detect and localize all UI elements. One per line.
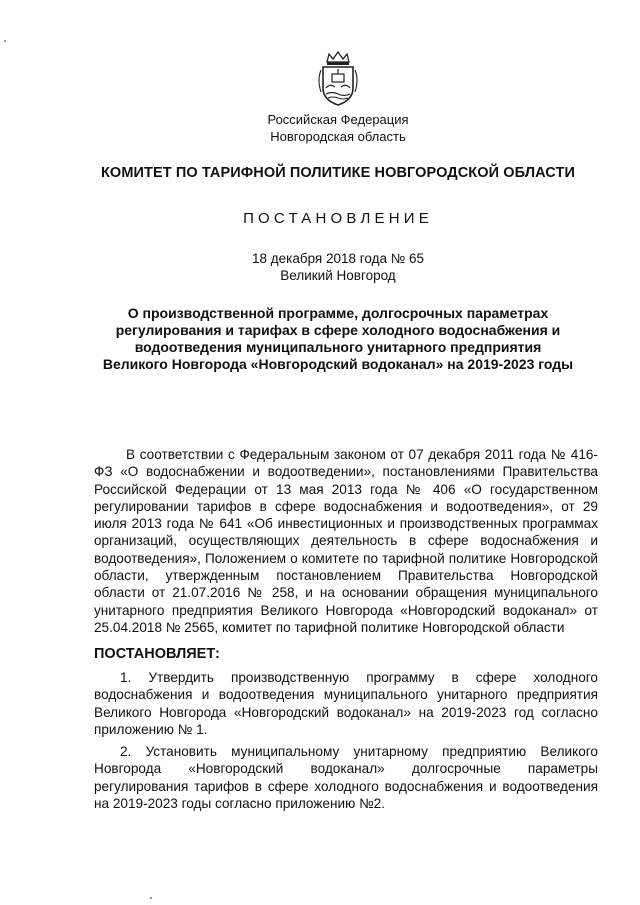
coat-of-arms-icon: [315, 50, 361, 108]
item-1-paragraph: 1. Утвердить производственную программу в сфере холодного водоснабжения и водоотведения муниципального унитарного предприятия Великого Новгорода «Новгородский водоканал» на 2019-2023 год согласно приложению № 1.: [94, 670, 598, 737]
region-name: Новгородская область: [270, 129, 406, 144]
resolves-heading: ПОСТАНОВЛЯЕТ:: [94, 646, 220, 662]
date-number: 18 декабря 2018 года № 65: [251, 251, 425, 266]
scan-speck: [150, 897, 152, 899]
country-name: Российская Федерация: [267, 112, 409, 127]
city: Великий Новгород: [280, 267, 396, 283]
item-2-paragraph: 2. Установить муниципальному унитарному предприятию Великого Новгорода «Новгородский водоканал» долгосрочные параметры регулирования тарифов в сфере холодного водоснабжения и водоотведения на 2019-2023 годы согласно приложению №2.: [94, 744, 598, 811]
scan-speck: [4, 40, 6, 42]
document-type: ПОСТАНОВЛЕНИЕ: [243, 210, 433, 227]
committee-title: КОМИТЕТ ПО ТАРИФНОЙ ПОЛИТИКЕ НОВГОРОДСКОЙ ОБЛАСТИ: [100, 165, 575, 181]
preamble-paragraph: В соответствии с Федеральным законом от 07 декабря 2011 года № 416-ФЗ «О водоснабжении и водоотведении», постановлениями Правительства Российской Федерации от 13 мая 2013 года № 406 «О государственном регулировании тарифов в сфере водоснабжения и водоотведения», от 29 июля 2013 года № 641 «Об инвестиционных и производственных программах организаций, осуществляющих деятельность в сфере водоснабжения и водоотведения», Положением о комитете по тарифной политике Новгородской области, утвержденным постановлением Правительства Новгородской области от 21.07.2016 № 258, и на основании обращения муниципального унитарного предприятия Великого Новгорода «Новгородский водоканал» от 25.04.2018 № 2565, комитет по тарифной политике Новгородской области: [94, 447, 598, 635]
document-subject: О производственной программе, долгосрочных параметрах регулирования и тарифах в сфере холодного водоснабжения и водоотведения муниципального унитарного предприятия Великого Новгорода «Новгородский водоканал» на 2019-2023 годы: [102, 305, 574, 372]
date-and-number: [0, 251, 640, 284]
